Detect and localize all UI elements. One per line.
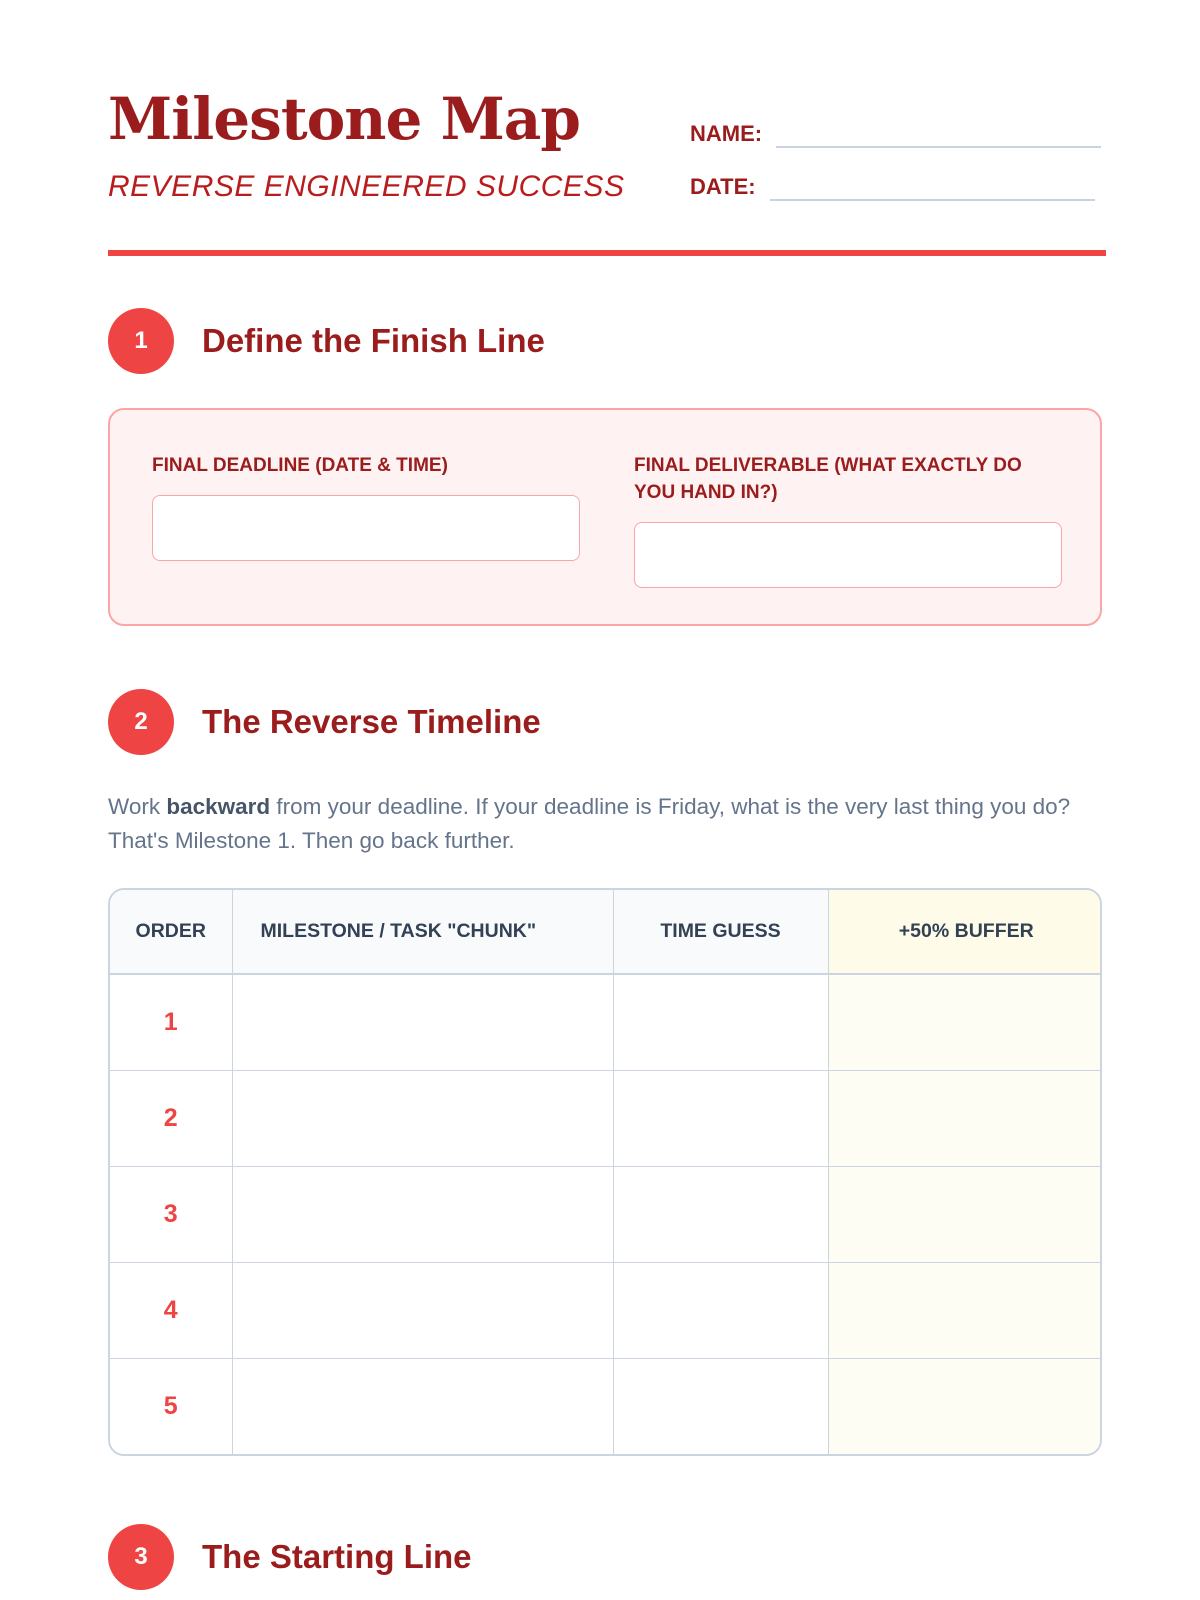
table-row [110, 1166, 1102, 1262]
task-cell[interactable] [232, 1070, 613, 1166]
column-header-order: ORDER [110, 890, 232, 974]
column-header-buffer: +50% BUFFER [828, 890, 1102, 974]
table-row [110, 974, 1102, 1070]
header-divider [108, 250, 1106, 256]
buffer-cell[interactable] [828, 974, 1102, 1070]
section-number-badge: 2 [108, 689, 174, 755]
date-label: DATE: [690, 174, 756, 199]
task-cell[interactable] [232, 1262, 613, 1358]
column-header-milestone: MILESTONE / TASK "CHUNK" [232, 890, 613, 974]
section-3-header [108, 1524, 472, 1590]
final-deadline-group [152, 452, 580, 561]
timeline-instructions [108, 790, 1106, 858]
reverse-timeline-table [108, 888, 1102, 1456]
time-guess-cell[interactable] [613, 1070, 828, 1166]
worksheet-page [108, 0, 1106, 1575]
finish-line-box [108, 408, 1102, 626]
page-title: Milestone Map [108, 85, 580, 153]
buffer-cell[interactable] [828, 1166, 1102, 1262]
time-guess-cell[interactable] [613, 974, 828, 1070]
intro-text-end: from your deadline. If your deadline is Friday, what is the very last thing you do? That's Milestone 1. Then go back further. [108, 794, 1071, 853]
time-guess-cell[interactable] [613, 1358, 828, 1454]
time-guess-cell[interactable] [613, 1166, 828, 1262]
final-deadline-input[interactable] [152, 495, 580, 561]
name-label: NAME: [690, 121, 763, 146]
order-cell: 2 [110, 1070, 232, 1166]
table-row [110, 1070, 1102, 1166]
buffer-cell[interactable] [828, 1358, 1102, 1454]
section-title: Define the Finish Line [202, 322, 545, 359]
table-header-row [110, 890, 1102, 974]
section-title: The Starting Line [202, 1538, 472, 1575]
date-field[interactable] [770, 171, 1095, 201]
section-1-header [108, 308, 545, 374]
final-deliverable-input[interactable] [634, 522, 1062, 588]
order-cell: 4 [110, 1262, 232, 1358]
intro-text-start: Work [108, 794, 167, 819]
task-cell[interactable] [232, 1166, 613, 1262]
final-deliverable-group [634, 452, 1062, 588]
section-number-badge: 1 [108, 308, 174, 374]
order-cell: 1 [110, 974, 232, 1070]
section-2-header [108, 689, 541, 755]
task-cell[interactable] [232, 974, 613, 1070]
worksheet-header [108, 0, 1106, 258]
task-cell[interactable] [232, 1358, 613, 1454]
page-subtitle: REVERSE ENGINEERED SUCCESS [108, 170, 625, 203]
final-deadline-label: FINAL DEADLINE (DATE & TIME) [152, 455, 448, 476]
final-deliverable-label: FINAL DELIVERABLE (WHAT EXACTLY DO YOU HAND IN?) [634, 455, 1022, 503]
time-guess-cell[interactable] [613, 1262, 828, 1358]
section-title: The Reverse Timeline [202, 703, 541, 740]
name-row [690, 118, 1101, 148]
intro-emphasis: backward [166, 794, 271, 819]
buffer-cell[interactable] [828, 1070, 1102, 1166]
name-field[interactable] [776, 118, 1101, 148]
buffer-cell[interactable] [828, 1262, 1102, 1358]
column-header-time-guess: TIME GUESS [613, 890, 828, 974]
order-cell: 5 [110, 1358, 232, 1454]
table-row [110, 1262, 1102, 1358]
order-cell: 3 [110, 1166, 232, 1262]
section-number-badge: 3 [108, 1524, 174, 1590]
date-row [690, 171, 1095, 201]
table-row [110, 1358, 1102, 1454]
